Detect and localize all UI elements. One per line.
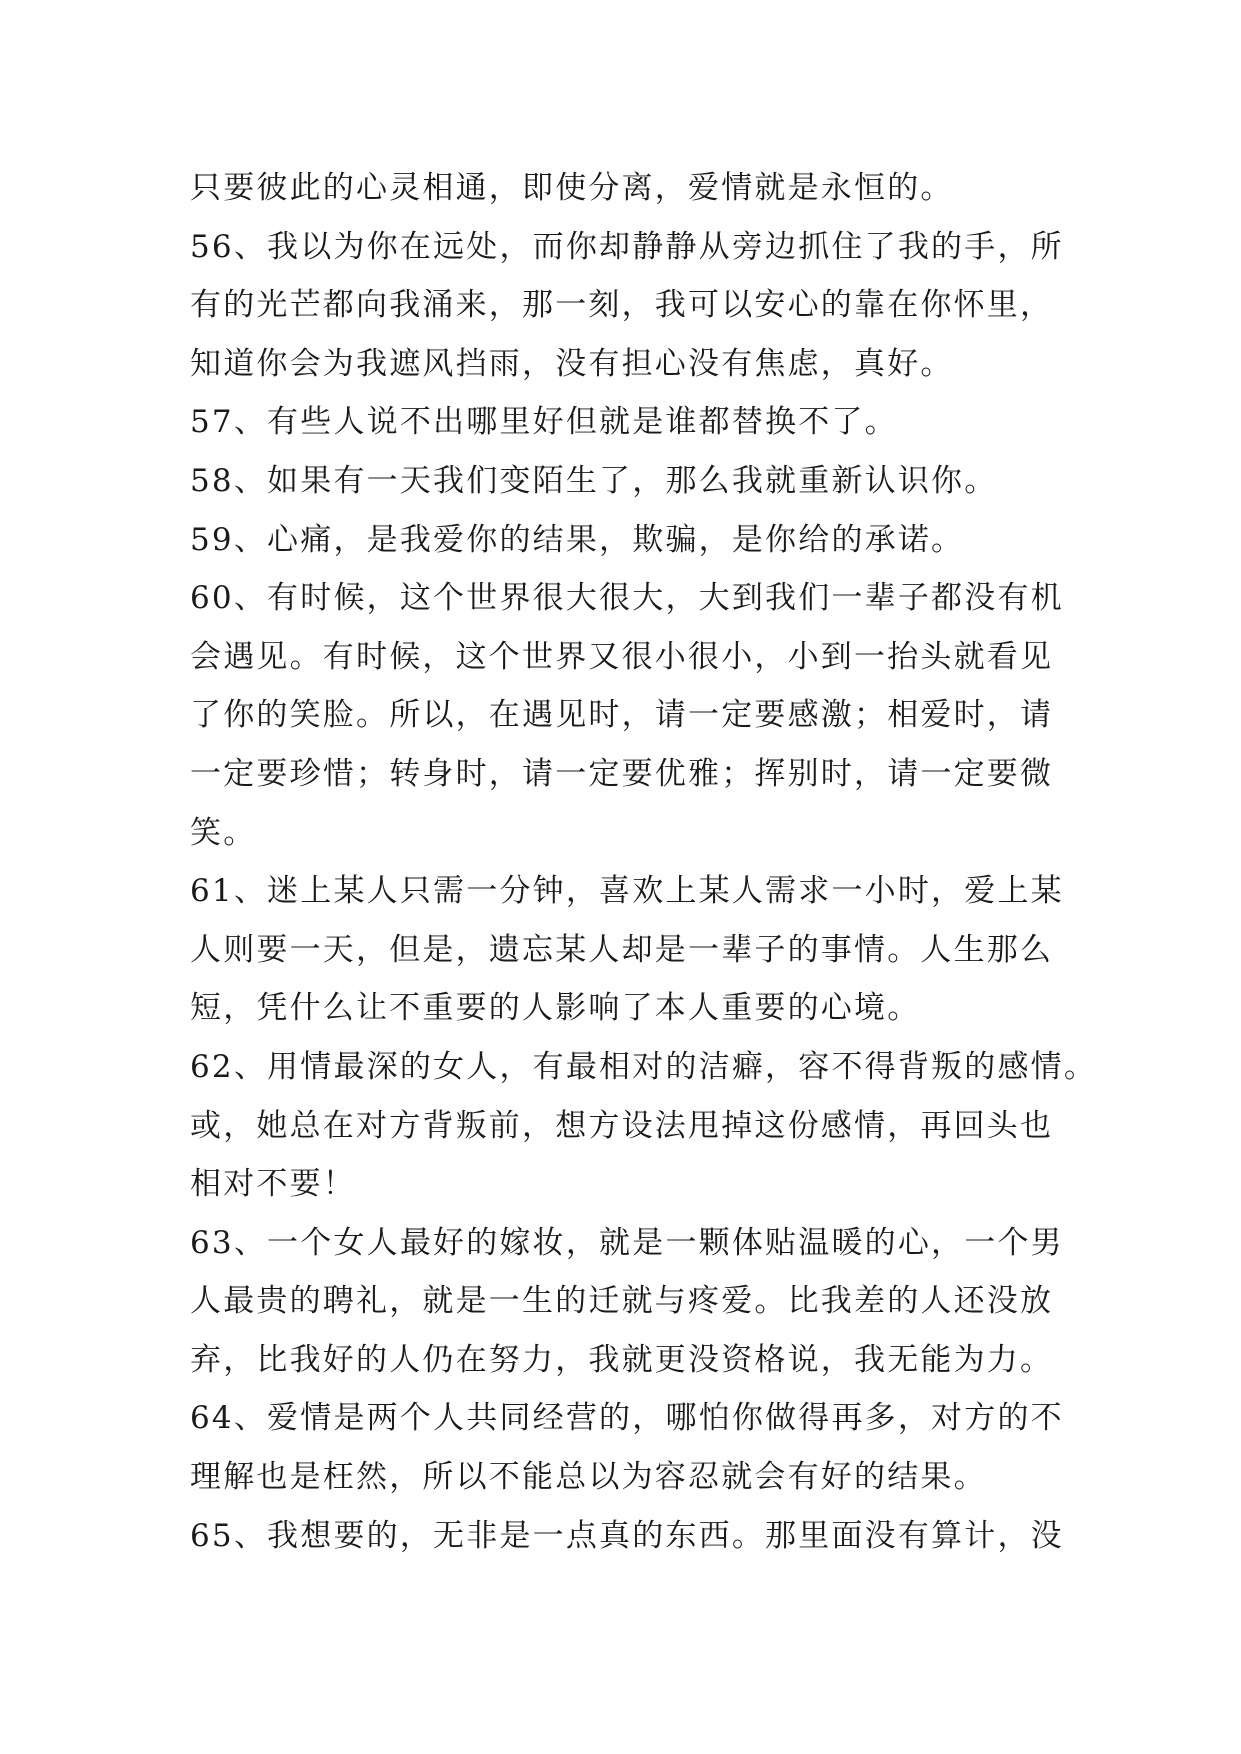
text-line: 人最贵的聘礼，就是一生的迁就与疼爱。比我差的人还没放	[190, 1283, 1054, 1320]
text-line: 一定要珍惜；转身时，请一定要优雅；挥别时，请一定要微	[190, 755, 1054, 792]
text-line: 相对不要！	[190, 1166, 356, 1203]
text-line: 61、迷上某人只需一分钟，喜欢上某人需求一小时，爱上某	[190, 873, 1064, 910]
text-line: 人则要一天，但是，遗忘某人却是一辈子的事情。人生那么	[190, 931, 1054, 968]
text-line: 只要彼此的心灵相通，即使分离，爱情就是永恒的。	[190, 170, 954, 206]
text-line: 58、如果有一天我们变陌生了，那么我就重新认识你。	[190, 462, 998, 499]
text-line: 60、有时候，这个世界很大很大，大到我们一辈子都没有机	[190, 580, 1064, 617]
text-line: 有的光芒都向我涌来，那一刻，我可以安心的靠在你怀里，	[190, 287, 1054, 324]
text-line: 笑。	[190, 814, 257, 851]
text-line: 64、爱情是两个人共同经营的，哪怕你做得再多，对方的不	[190, 1400, 1064, 1437]
text-line: 理解也是枉然，所以不能总以为容忍就会有好的结果。	[190, 1459, 987, 1496]
text-line: 会遇见。有时候，这个世界又很小很小，小到一抬头就看见	[190, 638, 1054, 675]
text-line: 弃，比我好的人仍在努力，我就更没资格说，我无能为力。	[190, 1341, 1054, 1378]
text-line: 了你的笑脸。所以，在遇见时，请一定要感激；相爱时，请	[190, 697, 1054, 734]
text-line: 短，凭什么让不重要的人影响了本人重要的心境。	[190, 990, 921, 1027]
text-line: 59、心痛，是我爱你的结果，欺骗，是你给的承诺。	[190, 521, 965, 558]
text-line: 57、有些人说不出哪里好但就是谁都替换不了。	[190, 404, 898, 441]
text-line: 或，她总在对方背叛前，想方设法甩掉这份感情，再回头也	[190, 1107, 1054, 1144]
text-line: 知道你会为我遮风挡雨，没有担心没有焦虑，真好。	[190, 345, 954, 382]
text-line: 56、我以为你在远处，而你却静静从旁边抓住了我的手，所	[190, 228, 1064, 265]
document-body	[190, 159, 1098, 1565]
text-line: 65、我想要的，无非是一点真的东西。那里面没有算计，没	[190, 1517, 1064, 1554]
text-line: 63、一个女人最好的嫁妆，就是一颗体贴温暖的心，一个男	[190, 1224, 1064, 1261]
text-line: 62、用情最深的女人，有最相对的洁癖，容不得背叛的感情。	[190, 1048, 1098, 1085]
